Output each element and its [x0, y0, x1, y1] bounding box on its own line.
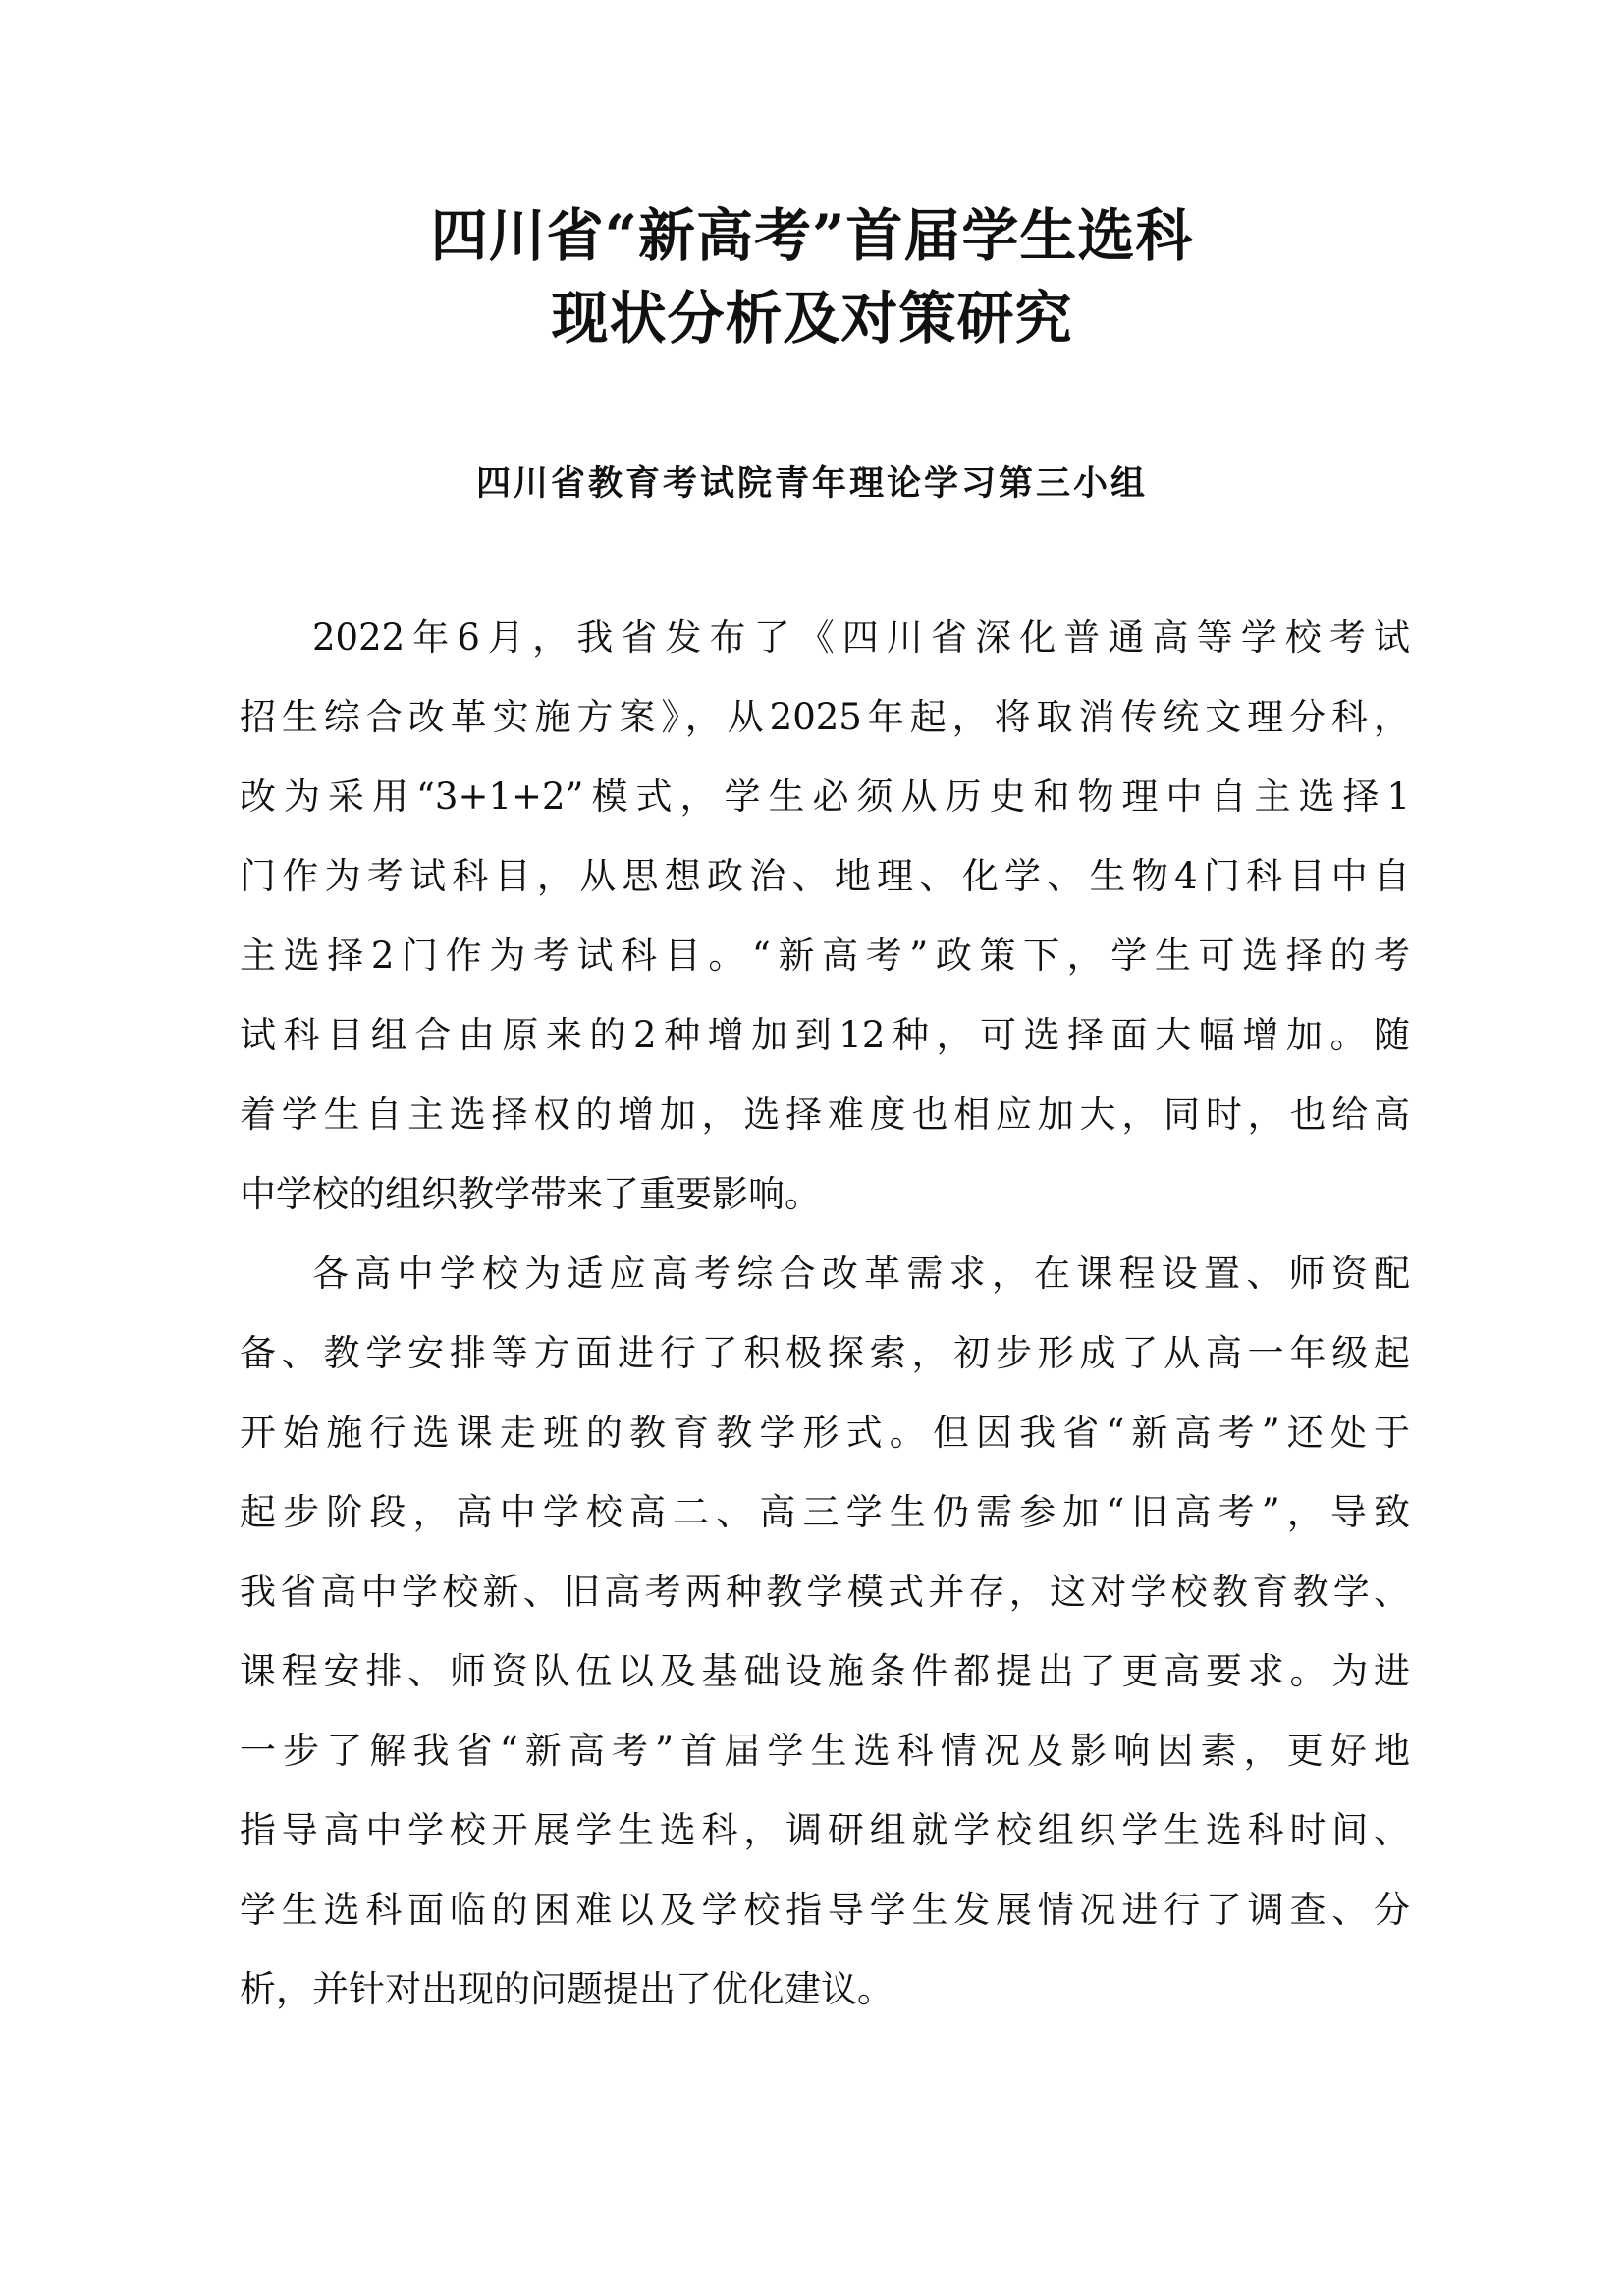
paragraph-1-line: 招生综合改革实施方案》，从2025年起，将取消传统文理分科，: [240, 696, 1410, 738]
paragraph-2-line: 开始施行选课走班的教育教学形式。但因我省“新高考”还处于: [240, 1412, 1410, 1454]
paragraph-2-line: 析，并针对出现的问题提出了优化建议。: [240, 1968, 893, 2010]
paragraph-2-line: 我省高中学校新、旧高考两种教学模式并存，这对学校教育教学、: [240, 1571, 1410, 1613]
paragraph-2-line: 起步阶段，高中学校高二、高三学生仍需参加“旧高考”，导致: [240, 1491, 1410, 1533]
paragraph-2-line: 课程安排、师资队伍以及基础设施条件都提出了更高要求。为进: [240, 1650, 1410, 1692]
author-byline: 四川省教育考试院青年理论学习第三小组: [475, 463, 1148, 504]
paragraph-2-line: 学生选科面临的困难以及学校指导学生发展情况进行了调查、分: [240, 1889, 1410, 1931]
paragraph-1-line: 主选择2门作为考试科目。“新高考”政策下，学生可选择的考: [240, 934, 1410, 977]
document-title-line-1: 四川省“新高考”首届学生选科: [430, 202, 1194, 269]
paragraph-1-line: 中学校的组织教学带来了重要影响。: [240, 1173, 821, 1215]
paragraph-1-line: 试科目组合由原来的2种增加到12种，可选择面大幅增加。随: [240, 1014, 1410, 1056]
paragraph-2-line: 指导高中学校开展学生选科，调研组就学校组织学生选科时间、: [240, 1809, 1410, 1851]
paragraph-1-line: 2022年6月，我省发布了《四川省深化普通高等学校考试: [312, 616, 1410, 659]
paragraph-1-line: 改为采用“3+1+2”模式，学生必须从历史和物理中自主选择1: [240, 775, 1410, 818]
paragraph-1-line: 门作为考试科目，从思想政治、地理、化学、生物4门科目中自: [240, 855, 1410, 897]
paragraph-1-line: 着学生自主选择权的增加，选择难度也相应加大，同时，也给高: [240, 1094, 1410, 1136]
document-title-line-2: 现状分析及对策研究: [551, 285, 1073, 351]
paragraph-2-line: 各高中学校为适应高考综合改革需求，在课程设置、师资配: [312, 1253, 1410, 1295]
paragraph-2-line: 一步了解我省“新高考”首届学生选科情况及影响因素，更好地: [240, 1730, 1410, 1772]
paragraph-2-line: 备、教学安排等方面进行了积极探索，初步形成了从高一年级起: [240, 1332, 1410, 1374]
